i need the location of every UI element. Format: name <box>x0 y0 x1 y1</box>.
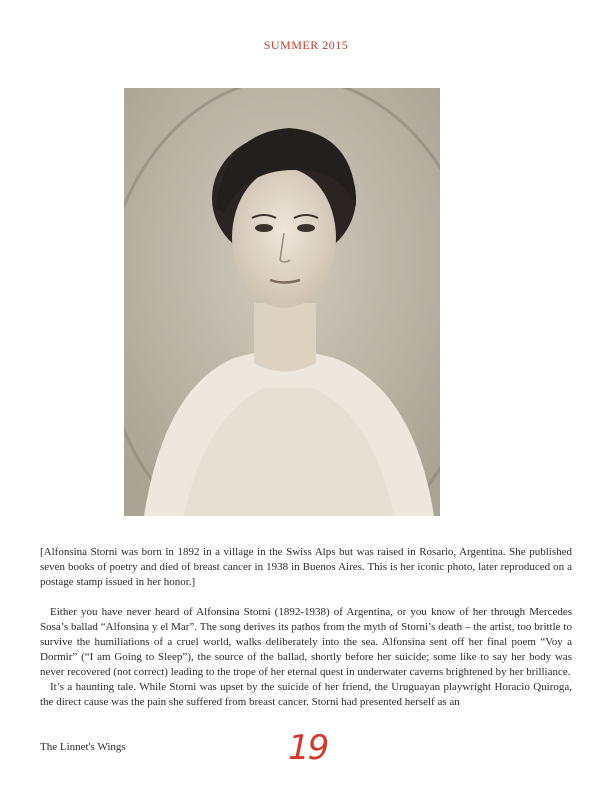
portrait-photo <box>124 88 440 516</box>
paragraph: It’s a haunting tale. While Storni was upset by the suicide of her friend, the Uruguayan playwright Horacio Quiroga, the direct cause was the pain she suffered from breast cancer. Storni had presented herself as an <box>40 681 572 708</box>
article-body <box>40 605 572 710</box>
paragraph: Either you have never heard of Alfonsina Storni (1892-1938) of Argentina, or you know of her through Mercedes Sosa’s ballad “Alfonsina y el Mar”. The song derives its pathos from the myth of Storni’s death – the artist, too brittle to survive the humiliations of a cruel world, walks deliberately into the sea. Alfonsina sent off her final poem “Voy a Dormir” (“I am Going to Sleep”), the source of the ballad, shortly before her suicide; some like to say her body was never recovered (not correct) leading to the trope of her eternal quest in underwater caverns brightened by her brilliance. <box>40 606 572 678</box>
publication-name: The Linnet's Wings <box>40 741 126 753</box>
page-number: 19 <box>288 728 328 768</box>
issue-header: SUMMER 2015 <box>263 38 349 52</box>
portrait-illustration <box>124 88 440 516</box>
photo-caption: [Alfonsina Storni was born in 1892 in a village in the Swiss Alps but was raised in Rosario, Argentina. She published seven books of poetry and died of breast cancer in 1938 in Buenos Aires. This is her iconic photo, later reproduced on a postage stamp issued in her honor.] <box>40 546 572 588</box>
